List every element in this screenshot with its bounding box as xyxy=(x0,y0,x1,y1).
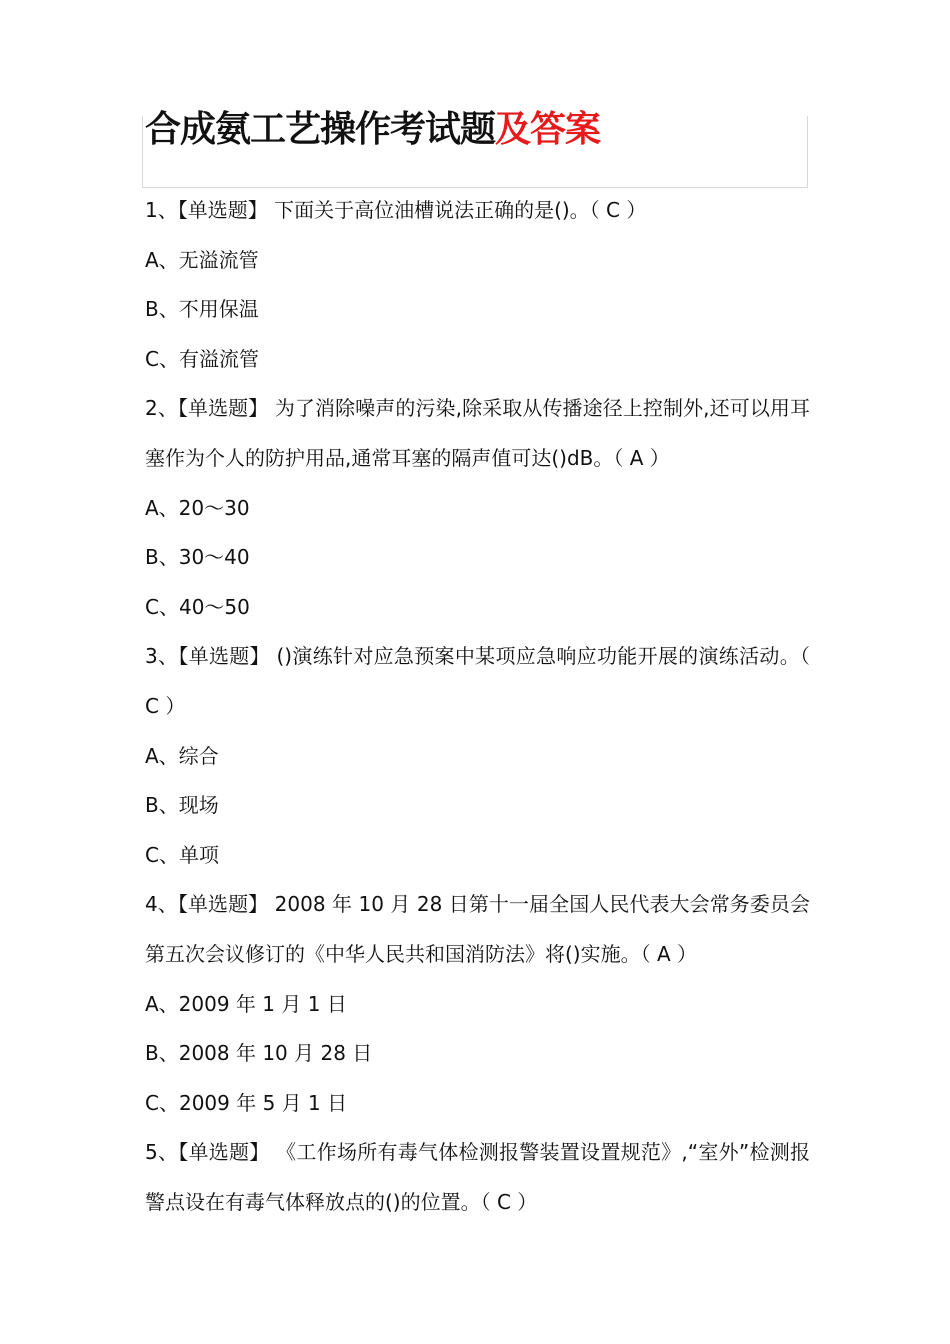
question-option: C、单项 xyxy=(145,842,219,867)
question-option: B、不用保温 xyxy=(145,297,259,322)
question-option: A、综合 xyxy=(145,743,219,768)
question-option: B、2008 年 10 月 28 日 xyxy=(145,1041,373,1066)
question-stem: 4、【单选题】 2008 年 10 月 28 日第十一届全国人民代表大会常务委员会第五次会议修订的《中华人民共和国消防法》将()实施。（ A ） xyxy=(145,892,810,966)
question-stem: 5、【单选题】 《工作场所有毒气体检测报警装置设置规范》,“室外”检测报警点设在有毒气体释放点的()的位置。（ C ） xyxy=(145,1140,810,1214)
page-title xyxy=(145,104,600,156)
question-stem: 2、【单选题】 为了消除噪声的污染,除采取从传播途径上控制外,还可以用耳塞作为个人的防护用品,通常耳塞的隔声值可达()dB。（ A ） xyxy=(145,396,810,470)
question-list xyxy=(145,186,810,1227)
question-option: B、现场 xyxy=(145,793,219,818)
question-option: C、40～50 xyxy=(145,594,250,619)
title-main: 合成氨工艺操作考试题 xyxy=(145,109,496,150)
question-option: C、有溢流管 xyxy=(145,346,259,371)
question-option: A、2009 年 1 月 1 日 xyxy=(145,991,347,1016)
question-stem: 3、【单选题】 ()演练针对应急预案中某项应急响应功能开展的演练活动。（ C ） xyxy=(145,644,810,718)
question-option: B、30～40 xyxy=(145,545,250,570)
question-option: A、20～30 xyxy=(145,495,250,520)
question-option: C、2009 年 5 月 1 日 xyxy=(145,1090,348,1115)
question-stem: 1、【单选题】 下面关于高位油槽说法正确的是()。（ C ） xyxy=(145,198,647,222)
title-highlight: 及答案 xyxy=(495,109,601,150)
question-option: A、无溢流管 xyxy=(145,247,259,272)
